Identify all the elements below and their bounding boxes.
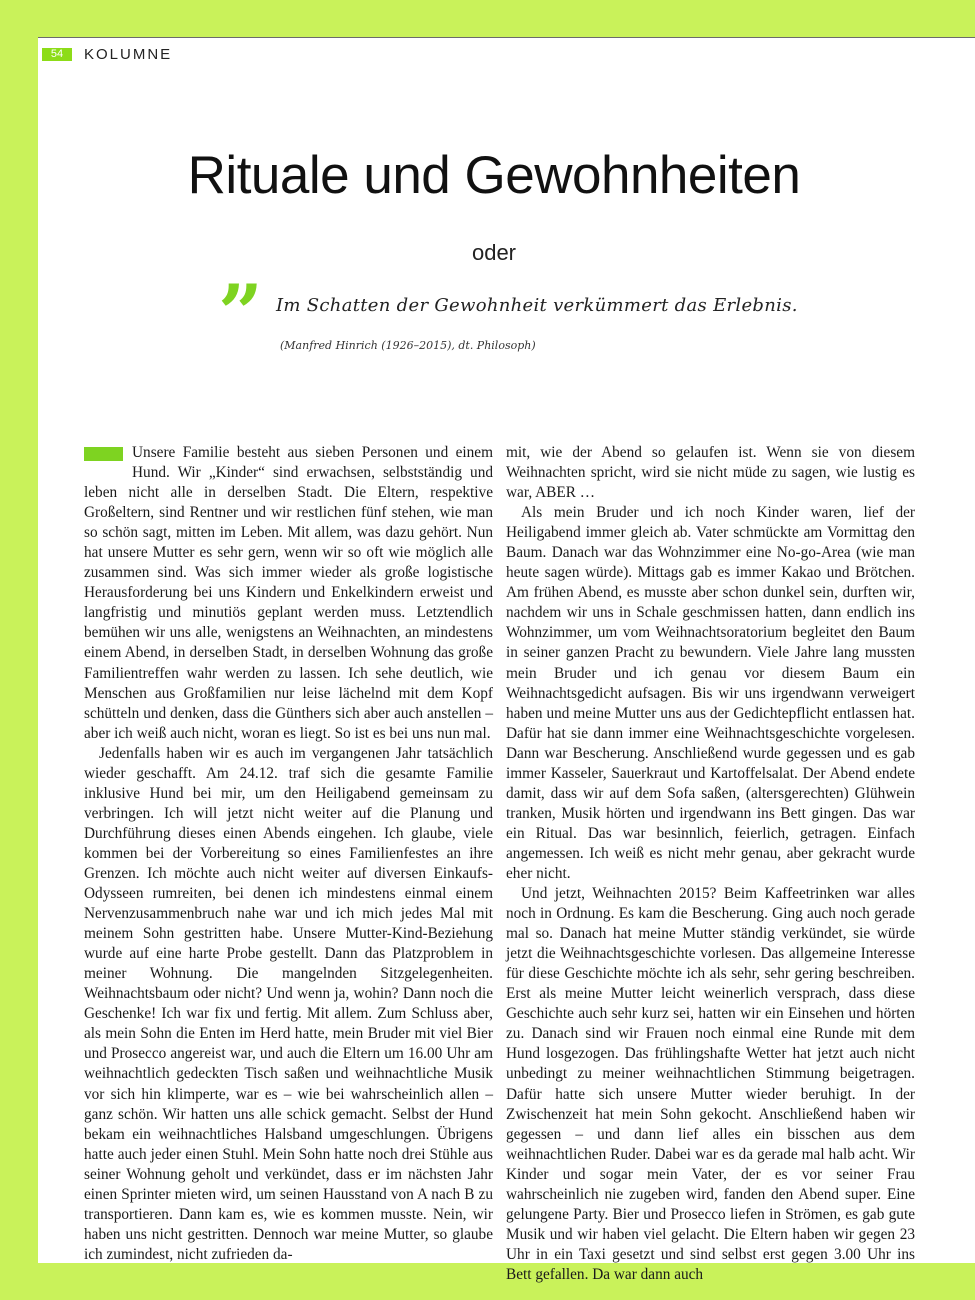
article-subtitle: oder — [471, 240, 517, 265]
paragraph: mit, wie der Abend so gelaufen ist. Wenn sie von diesem Weihnachten spricht, wird sie nicht müde zu sagen, wie lustig es war, ABER … — [506, 444, 915, 502]
paragraph-marker — [84, 447, 123, 461]
header-rule — [38, 37, 975, 38]
paragraph: Und jetzt, Weihnachten 2015? Beim Kaffeetrinken war alles noch in Ordnung. Es kam die Bescherung. Ging auch noch gerade mal so. Danach hat meine Mutter ständig verkündet, sie würde jetzt die Weihnachtsgeschichte vorlesen. Das allgemeine Interesse für diese Geschichte möchte ich als sehr, sehr gering beschreiben. Erst als meine Mutter leicht weinerlich versprach, dass diese Geschichte auch sehr kurz sei, hatten wir ein Einsehen und hörten zu. Danach sind wir Frauen noch einmal eine Runde mit dem Hund losgezogen. Das frühlingshafte Wetter hat jetzt auch nicht unbedingt zu meiner weihnachtlichen Stimmung beigetragen. Dafür hatte sich unsere Mutter wieder beruhigt. In der Zwischenzeit hat mein Sohn gekocht. Anschließend haben wir gegessen – und dann lief alles ein bisschen aus dem weihnachtlichen Ruder. Dabei war es da gerade mal halb acht. Wir Kinder und sogar mein Vater, der es vor seiner Frau wahrscheinlich nie zugeben wird, fanden den Abend super. Eine gelungene Party. Bier und Prosecco liefen in Strömen, es gab gute Musik und wir haben viel gelacht. Die Eltern haben wir gegen 23 Uhr in ein Taxi gesetzt und sind selbst erst gegen 3.00 Uhr ins Bett gefallen. Da war dann auch — [506, 885, 915, 1283]
paragraph: Unsere Familie besteht aus sieben Personen und einem Hund. Wir „Kinder“ sind erwachsen, selbstständig und leben nicht alle in derselben Stadt. Die Eltern, respektive Großeltern, sind Rentner und wir restlichen fünf stehen, wie man so schön sagt, mitten im Leben. Mit allem, was dazu gehört. Nun hat unsere Mutter es sehr gern, wenn wir so oft wie möglich alle zusammen sind. Was sich immer wieder als große logistische Herausforderung bei uns Kindern und Enkelkindern erweist und langfristig und minutiös geplant werden muss. Letztendlich bemühen wir uns alle, wenigstens an Weihnachten, an mindestens einem Abend, in derselben Stadt, in derselben Wohnung das große Familientreffen wahr werden zu lassen. Ich sehe deutlich, wie Menschen aus Großfamilien nur leise lächelnd mit dem Kopf schütteln und denken, dass die Günthers sich aber auch anstellen – aber ich weiß auch nicht, woran es liegt. So ist es bei uns nun mal. — [84, 444, 493, 742]
text-column-right — [506, 443, 915, 1285]
epigraph-source: (Manfred Hinrich (1926–2015), dt. Philosoph) — [280, 339, 536, 352]
page-number: 54 — [42, 48, 72, 61]
magazine-page — [38, 37, 975, 1283]
text-column-left — [84, 443, 493, 1265]
article-title: Rituale und Gewohnheiten — [187, 146, 801, 205]
paragraph: Jedenfalls haben wir es auch im vergangenen Jahr tatsächlich wieder geschafft. Am 24.12. traf sich die gesamte Familie inklusive Hund bei mir, um den Heiligabend gemeinsam zu verbringen. Ich will jetzt nicht weiter auf die Planung und Durchführung dieses einen Abends eingehen. Ich glaube, viele kommen bei der Vorbereitung so eines Familienfestes an ihre Grenzen. Ich möchte auch nicht weiter auf diversen Einkaufs-Odysseen rumreiten, bei denen ich mindestens einmal einem Nervenzusammenbruch nahe war und ich mich jedes Mal mit meinem Sohn gestritten habe. Unsere Mutter-Kind-Beziehung wurde auf eine harte Probe gestellt. Dann das Platzproblem in meiner Wohnung. Die mangelnden Sitzgelegenheiten. Weihnachtsbaum oder nicht? Und wenn ja, wohin? Dann noch die Geschenke! Ich war fix und fertig. Mit allem. Zum Schluss aber, als mein Sohn die Enten im Herd hatte, mein Bruder mit viel Bier und Prosecco angereist war, und auch die Eltern um 16.00 Uhr am weihnachtlich gedeckten Tisch saßen und weihnachtliche Musik vor sich hin klimperte, war es – wie bei wahrscheinlich allen – ganz schön. Wir hatten uns alle schick gemacht. Selbst der Hund bekam ein weihnachtliches Halsband umgeschlungen. Übrigens hatte auch jeder einen Stuhl. Mein Sohn hatte noch drei Stühle aus seiner Wohnung geholt und verkündet, dass er im nächsten Jahr einen Sprinter mieten wird, um seinen Hausstand von A nach B zu transportieren. Dann kam es, wie es kommen musste. Nein, wir haben uns nicht gestritten. Dennoch war meine Mutter, so glaube ich zumindest, nicht zufrieden da- — [84, 744, 493, 1263]
epigraph-quote: Im Schatten der Gewohnheit verkümmert das Erlebnis. — [276, 295, 798, 316]
quote-mark-icon: ” — [218, 268, 263, 359]
paragraph: Als mein Bruder und ich noch Kinder waren, lief der Heiligabend immer gleich ab. Vater schmückte am Vormittag den Baum. Danach war das Wohnzimmer eine No-go-Area (wie man heute sagen würde). Mittags gab es immer Kakao und Brötchen. Am frühen Abend, es musste aber schon dunkel sein, durften wir, nachdem wir uns in Schale geschmissen hatten, dann endlich ins Wohnzimmer, um vom Weihnachtsoratorium begleitet den Baum in seiner ganzen Pracht zu bewundern. Viele Jahre lang mussten mein Bruder und ich genau vor diesem Baum ein Weihnachtsgedicht aufsagen. Bis wir uns irgendwann verweigert haben und meine Mutter uns aus der Gedichtepflicht entlassen hat. Dafür hat sie dann immer eine Weihnachtsgeschichte vorgelesen. Dann war Bescherung. Anschließend wurde gegessen und es gab immer Kasseler, Sauerkraut und Kartoffelsalat. Der Abend endete damit, dass wir auf dem Sofa saßen, (altersgerechten) Glühwein tranken, Musik hörten und irgendwann ins Bett gingen. Das war ein Ritual. Das war besinnlich, feierlich, getragen. Einfach angemessen. Ich weiß es nicht mehr genau, aber gekracht wurde eher nicht. — [506, 504, 915, 882]
section-label: KOLUMNE — [84, 46, 173, 63]
